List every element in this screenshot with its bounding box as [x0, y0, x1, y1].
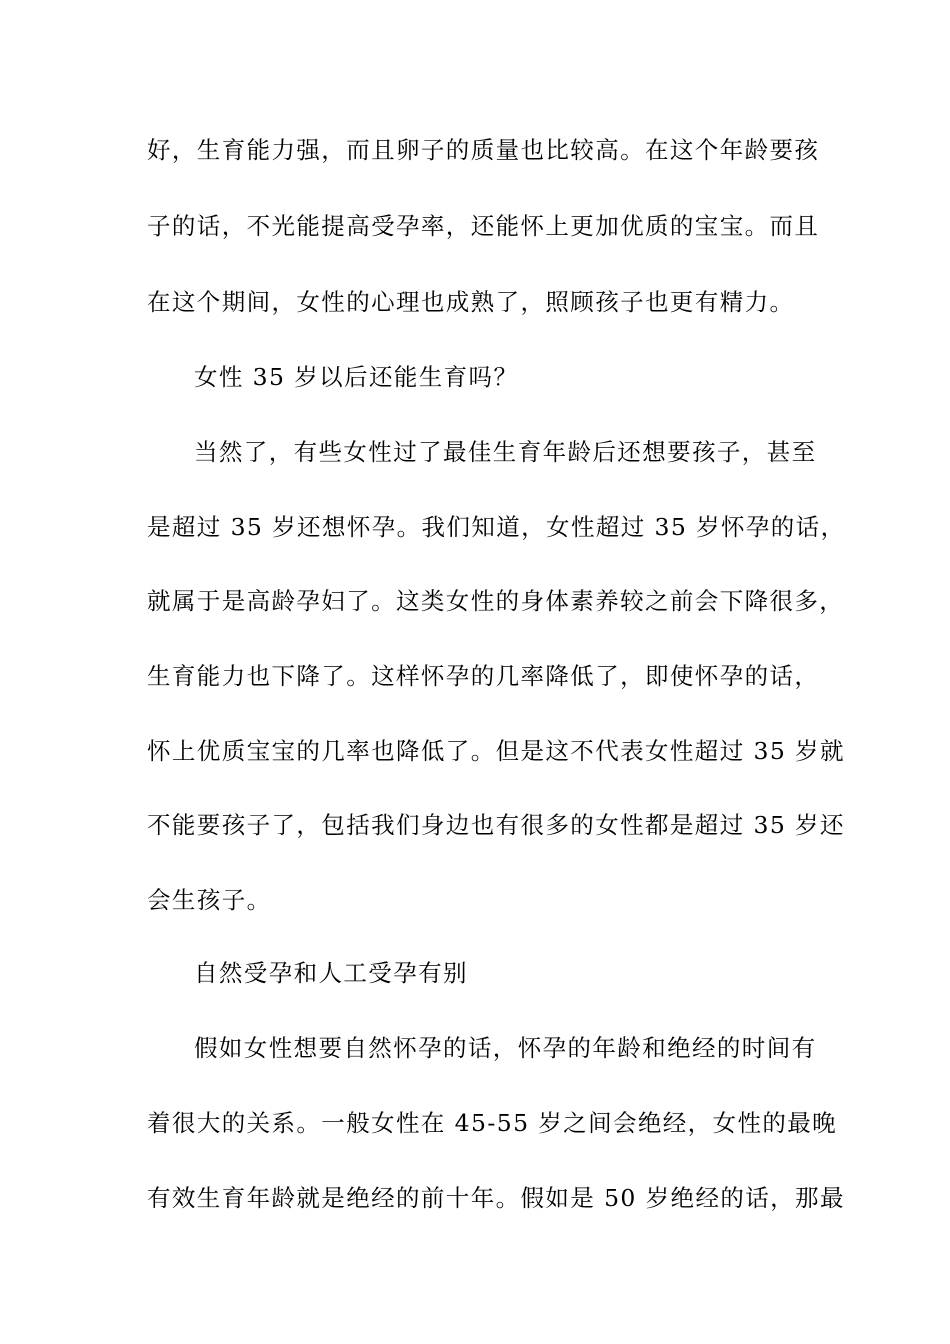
paragraph-line: 生育能力也下降了。这样怀孕的几率降低了，即使怀孕的话， — [147, 662, 820, 690]
paragraph-line: 好，生育能力强，而且卵子的质量也比较高。在这个年龄要孩 — [147, 136, 820, 164]
paragraph-line: 就属于是高龄孕妇了。这类女性的身体素养较之前会下降很多， — [147, 587, 845, 615]
paragraph-line: 子的话，不光能提高受孕率，还能怀上更加优质的宝宝。而且 — [147, 212, 820, 240]
section-heading: 女性 35 岁以后还能生育吗？ — [194, 363, 519, 391]
paragraph-line: 不能要孩子了，包括我们身边也有很多的女性都是超过 35 岁还 — [147, 811, 845, 839]
paragraph-line: 是超过 35 岁还想怀孕。我们知道，女性超过 35 岁怀孕的话， — [147, 513, 846, 541]
paragraph-line: 有效生育年龄就是绝经的前十年。假如是 50 岁绝经的话，那最 — [147, 1184, 845, 1212]
paragraph-line: 着很大的关系。一般女性在 45-55 岁之间会绝经，女性的最晚 — [147, 1109, 838, 1137]
paragraph-line: 假如女性想要自然怀孕的话，怀孕的年龄和绝经的时间有 — [194, 1034, 817, 1062]
paragraph-line: 会生孩子。 — [147, 886, 272, 914]
paragraph-line: 当然了，有些女性过了最佳生育年龄后还想要孩子，甚至 — [194, 438, 817, 466]
paragraph-line: 在这个期间，女性的心理也成熟了，照顾孩子也更有精力。 — [147, 288, 795, 316]
paragraph-line: 怀上优质宝宝的几率也降低了。但是这不代表女性超过 35 岁就 — [147, 737, 845, 765]
section-heading: 自然受孕和人工受孕有别 — [194, 959, 468, 987]
